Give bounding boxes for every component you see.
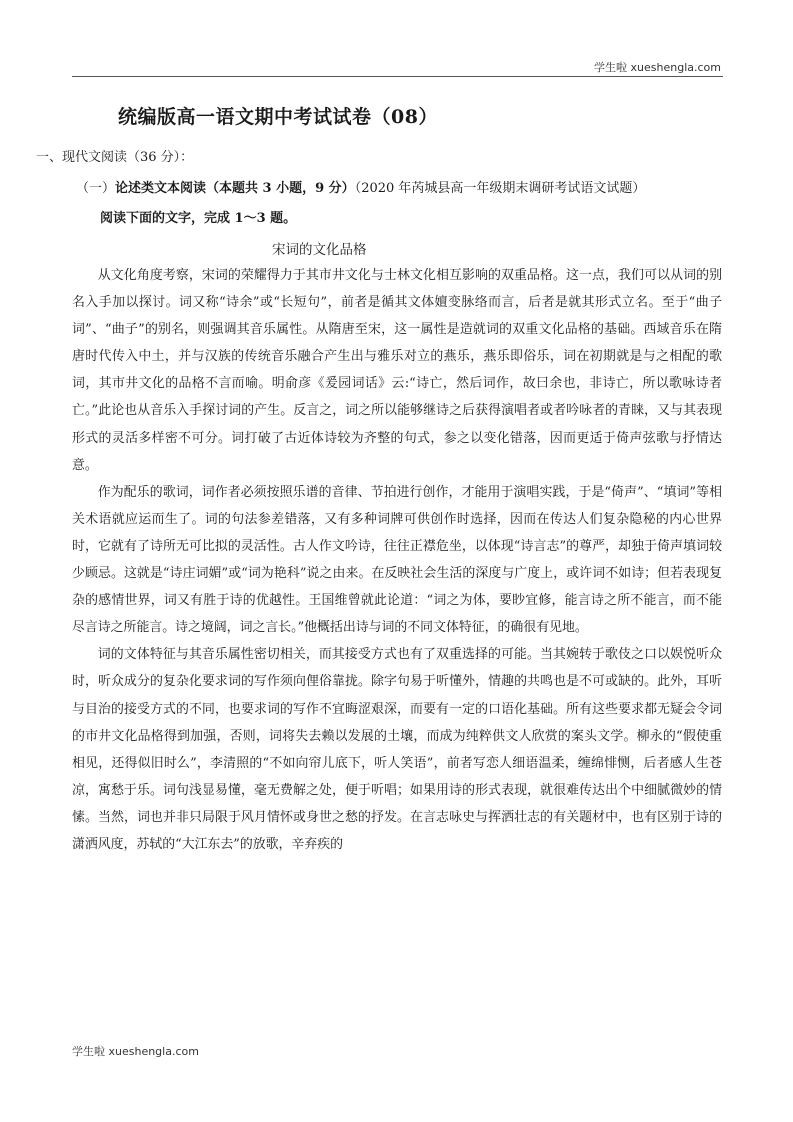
subsection-label: （一） <box>76 181 116 196</box>
footer-site-text: 学生啦 xueshengla.com <box>72 1045 199 1058</box>
subsection-source: （2020 年芮城县高一年级期末调研考试语文试题） <box>354 181 646 196</box>
article-paragraph: 作为配乐的歌词，词作者必须按照乐谱的音律、节拍进行创作，才能用于演唱实践，于是“倚声”、“填词”等相关术语就应运而生了。词的句法参差错落，又有多种词牌可供创作时选择，因而在传达人们复杂隐秘的内心世界时，它就有了诗所无可比拟的灵活性。古人作文吟诗，往往正襟危坐，以体现“诗言志”的尊严，却独于倚声填词较少顾忌。这就是“诗庄词媚”或“词为艳科”说之由来。在反映社会生活的深度与广度上，或许词不如诗；但若表现复杂的感情世界，词又有胜于诗的优越性。王国维曾就此论道：“词之为体，要眇宜修，能言诗之所不能言，而不能尽言诗之所能言。诗之境阔，词之言长。”他概括出诗与词的不同文体特征，的确很有见地。 <box>72 484 722 636</box>
header-rule <box>72 76 723 77</box>
article-paragraph: 词的文体特征与其音乐属性密切相关，而其接受方式也有了双重选择的可能。当其婉转于歌伎之口以娱悦听众时，听众成分的复杂化要求词的写作须向俚俗靠拢。除字句易于听懂外，情趣的共鸣也是不可或缺的。此外，耳听与目治的接受方式的不同，也要求词的写作不宜晦涩艰深，而要有一定的口语化基础。所有这些要求都无疑会令词的市井文化品格得到加强，否则，词将失去赖以发展的土壤，而成为纯粹供文人欣赏的案头文学。柳永的“假使重相见，还得似旧时么”，李清照的“不如向帘儿底下，听人笑语”，前者写恋人细语温柔，缠绵悱恻，后者感人生苍凉，寓愁于乐。词句浅显易懂，毫无费解之处，便于听唱；如果用诗的形式表现，就很难传达出个中细腻微妙的情愫。当然，词也并非只局限于风月情怀或身世之愁的抒发。在言志咏史与挥洒壮志的有关题材中，也有区别于诗的潇洒风度，苏轼的“大江东去”的放歌，辛弃疾的 <box>72 647 722 852</box>
article-body <box>72 262 722 858</box>
header-site-text: 学生啦 xueshengla.com <box>594 61 721 74</box>
subsection-heading <box>76 177 645 196</box>
article-title: 宋词的文化品格 <box>272 242 367 258</box>
section-heading: 一、现代文阅读（36 分）： <box>36 150 194 165</box>
reading-instruction: 阅读下面的文字，完成 1～3 题。 <box>100 211 297 226</box>
subsection-bold-title: 论述类文本阅读（本题共 3 小题，9 分） <box>115 181 355 196</box>
article-paragraph: 从文化角度考察，宋词的荣耀得力于其市井文化与士林文化相互影响的双重品格。这一点，我们可以从词的别名入手加以探讨。词又称“诗余”或“长短句”，前者是循其文体嬗变脉络而言，后者是就其形式立名。至于“曲子词”、“曲子”的别名，则强调其音乐属性。从隋唐至宋，这一属性是造就词的双重文化品格的基础。西域音乐在隋唐时代传入中土，并与汉族的传统音乐融合产生出与雅乐对立的燕乐，燕乐即俗乐，词在初期就是与之相配的歌词，其市井文化的品格不言而喻。明俞彦《爰园词话》云:“诗亡，然后词作，故曰余也，非诗亡，所以歌咏诗者亡。”此论也从音乐入手探讨词的产生。反言之，词之所以能够继诗之后获得演唱者或者吟咏者的青睐，又与其表现形式的灵活多样密不可分。词打破了古近体诗较为齐整的句式，参之以变化错落，因而更适于倚声弦歌与抒情达意。 <box>72 268 722 473</box>
document-title: 统编版高一语文期中考试试卷（08） <box>118 106 438 128</box>
